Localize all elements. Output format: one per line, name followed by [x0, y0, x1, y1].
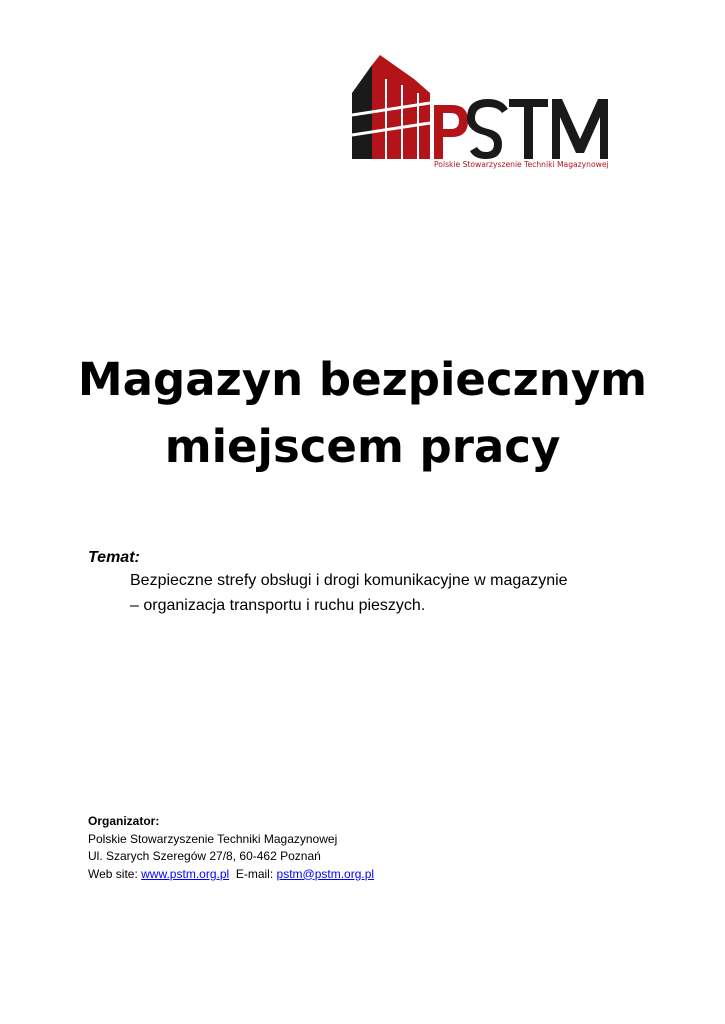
organizer-contact [88, 866, 374, 884]
web-label: Web site: [88, 866, 142, 881]
document-title [0, 346, 725, 480]
email-label: E-mail: [229, 866, 277, 881]
email-link[interactable]: pstm@pstm.org.pl [276, 866, 375, 881]
organizer-name: Polskie Stowarzyszenie Techniki Magazynowej [88, 831, 338, 846]
topic-text-line-2: – organizacja transportu i ruchu pieszych. [130, 597, 426, 614]
pstm-logo-graphic [352, 55, 614, 173]
logo-subtitle: Polskie Stowarzyszenie Techniki Magazynowej [434, 160, 609, 169]
topic-text-line-1: Bezpieczne strefy obsługi i drogi komunikacyjne w magazynie [130, 572, 568, 589]
website-link[interactable]: www.pstm.org.pl [141, 866, 230, 881]
topic-label: Temat: [88, 549, 140, 566]
organizer-address: Ul. Szarych Szeregów 27/8, 60-462 Poznań [88, 849, 321, 863]
title-line-2: miejscem pracy [164, 420, 561, 473]
organizer-block [88, 813, 374, 883]
organizer-label: Organizator: [88, 814, 160, 828]
title-line-1: Magazyn bezpiecznym [77, 353, 648, 406]
pstm-logo [352, 55, 614, 173]
